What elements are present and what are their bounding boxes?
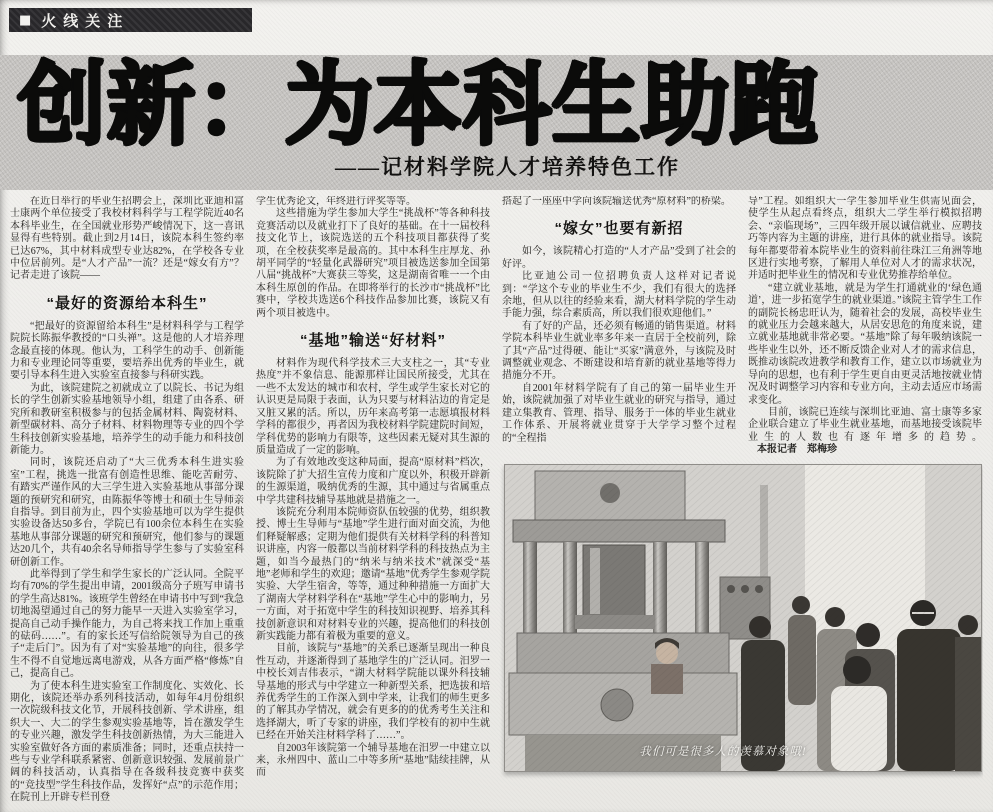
body-paragraph: 目前，该院已连续与深圳比亚迪、富士康等多家企业联合建立了毕业生就业基地，而基地接受该院毕业生的人数也有逐年增多的趋势。本报记者 郑梅珍 — [748, 406, 982, 456]
kicker-square-icon: ■ — [19, 12, 32, 28]
photo-caption: 我们可是很多人的羡慕对象哦! — [639, 745, 807, 758]
body-paragraph: 目前，该院与“基地”的关系已逐渐呈现出一种良性互动，并逐渐得到了基地学生的广泛认同。汨罗一中校长刘吉伟表示，“湖大材料学院能以课外科技辅导基地的形式与中学建立一种新型关系，把选拔和培养优秀学生的工作深入到中学来，让我们的师生更多的了解其办学情况，就会有更多的的优秀考生关注和选择湖大，听了专家的讲座，我们学校有的初中生就已经在开始关注材料学科了……”。 — [256, 643, 490, 742]
body-paragraph: “建立就业基地，就是为学生打通就业的‘绿色通道’，进一步拓宽学生的就业渠道。”该院主管学生工作的副院长杨忠旺认为，随着社会的发展，高校毕业生的就业压力会越来越大，从居安思危的角度来说，建立就业基地就非常必要。“基地”除了每年吸纳该院一些毕业生以外，还不断反馈企业对人才的需求信息，既推动该院改进教学和教育工作，建立以市场就业为导向的思想，也有利于学生更自由更灵活地按就业情况及时调整学习内容和专业方向，主动去适应市场需求变化。 — [748, 282, 982, 406]
body-paragraph: 自2001年材料学院有了自己的第一届毕业生开始，该院就加强了对毕业生就业的研究与指导，通过建立集教育、管理、指导、服务于一体的毕业生就业工作体系、开展将就业贯穿于大学学习整个过程的“全程指 — [502, 382, 736, 444]
body-paragraph: 比亚迪公司一位招聘负责人这样对记者说到：“学这个专业的毕业生不少，我们有很大的选择余地，但从以往的经验来看，湖大材料学院的学生动手能力强，综合素质高，所以我们很欢迎他们。” — [502, 271, 736, 320]
section-heading: “基地”输送“好材料” — [299, 332, 446, 350]
body-paragraph: 在近日举行的毕业生招聘会上，深圳比亚迪和富士康两个单位接受了我校材料科学与工程学院近40名本科毕业生，在全国就业形势严峻情况下，这一喜讯显得有些特别。截止到2月14日，该院本科生签约率已达67%，其中材料成型专业达82%，在学校各专业中位居前列。是“人才产品”一流？还是“嫁女有方”？记者走进了该院—— — [10, 196, 244, 282]
body-paragraph: 此举得到了学生和学生家长的广泛认同。全院平均有70%的学生提出申请，2001级高分子班写申请书的学生高达81%。该班学生曾经在申请书中写到“我急切地渴望通过自己的努力能早一天进入实验室学习，提高自己动手操作能力，为自己将来找工作加上重重的砝码……”。有的家长还写信给院领导为自己的孩子“走后门”。因为有了对“实验基地”的向往，很多学生不得不自觉地远离电游戏，从各方面严格“修炼”自己，提高自己。 — [10, 568, 244, 680]
body-paragraph: 该院充分利用本院师资队伍较强的优势，组织教授、博士生导师与“基地”学生进行面对面交流，为他们释疑解惑；定期为他们提供有关材料学科的科普知识讲座，内容一般都以当前材料学科的科技热点为主题，如当今最热门的“纳米与纳米技术”就深受“基地”老师和学生的欢迎；邀请“基地”优秀学生参观学院实验、大学生宿舍，等等，通过种种措施一方面扩大了湖南大学材料学科在“基地”学生心中的影响力，另一方面，对于拓宽中学生的科技知识视野、培养其科技创新意识和对材料专业的兴趣，提高他们的科技创新实践能力都有着极为重要的意义。 — [256, 506, 490, 642]
body-paragraph: 为此，该院建院之初就成立了以院长、书记为组长的学生创新实验基地领导小组，组建了由各系、研究所和教研室积极参与的包括金属材料、陶瓷材料、新型碳材料、高分子材料、材料物理等专业的四个学生科技创新实验基地，培养学生的动手能力和科技创新能力。 — [10, 382, 244, 456]
section-heading: “嫁女”也要有新招 — [554, 220, 684, 238]
body-paragraph: 为了有效地改变这种局面，提高“原材料”档次，该院除了扩大招生宣传力度和广度以外，积极开辟新的生源渠道，吸纳优秀的生源，其中通过与省属重点中学共建科技辅导基地就是措施之一。 — [256, 457, 490, 506]
article-body — [10, 196, 983, 806]
news-photo — [504, 464, 982, 772]
body-paragraph: 有了好的产品，还必须有畅通的销售渠道。材料学院本科毕业生就业率多年来一直居于全校前列，除了其“产品”过得硬、能让“买家”满意外，与该院及时调整就业观念、不断建设和培育新的就业基地等得力措施分不开。 — [502, 320, 736, 382]
reporter-byline: 本报记者 郑梅珍 — [757, 444, 837, 456]
right-text-columns — [502, 196, 983, 457]
body-paragraph: 自2003年该院第一个辅导基地在汨罗一中建立以来，永州四中、蓝山二中等多所“基地”陆续挂牌，从而 — [256, 742, 490, 779]
kicker-label: 火线关注 — [41, 12, 130, 30]
right-area — [502, 196, 983, 806]
body-paragraph: 如今，该院精心打造的“人才产品”受到了社会的好评。 — [502, 246, 736, 270]
article-subtitle: ——记材料学院人才培养特色工作 — [335, 155, 680, 179]
column-4 — [748, 196, 982, 457]
body-paragraph: 为了使本科生进实验室工作制度化、实效化、长期化，该院还举办系列科技活动，如每年4月份组织一次院级科技文化节，开展科技创新、学术讲座，组织大一、大二的学生参观实验基地等，旨在激发学生的专业兴趣，激发学生科技创新热情，为大三能进入实验室做好各方面的素质准备；同时，还重点扶持一些与专业学科联系紧密、创新意识较强、发展前景广阔的科技活动，认真指导在各级科技竞赛中获奖的“竞技型”学生科技作品，发挥好“点”的示范作用；在院刊上开辟专栏刊登 — [10, 680, 244, 804]
body-paragraph: 学生优秀论文，年终进行评奖等等。 — [256, 196, 416, 207]
body-paragraph: 这些措施为学生参加大学生“挑战杯”等各种科技竞赛活动以及就业打下了良好的基础。在十一届校科技文化节上，该院选送的五个科技项目都获得了奖项，在全校获奖率是最高的。其中本科生庄厚龙、孙胡平同学的“轻量化武器研究”项目被选送参加全国第八届“挑战杯”大赛获三等奖，这是湖南省唯一一个由本科生原创的作品。在即将举行的长沙市“挑战杯”比赛中，学校共选送6个科技作品参加比赛，该院又有两个项目被选中。 — [256, 208, 490, 319]
body-paragraph: 搭起了一座座中学向该院输送优秀“原材料”的桥梁。 — [502, 196, 731, 207]
body-paragraph: 同时，该院还启动了“大三优秀本科生进实验室”工程，挑选一批富有创造性思维、能吃苦耐劳、有踏实严谨作风的大三学生进入实验基地从事部分课题的预研究和研究，由陈振华等博士和硕士生导师亲自指导。到目前为止，四个实验基地可以为学生提供实验设备达50多台，学院已有100余位本科生在实验基地从事部分课题的研究和预研究，他们参与的课题达20几个，共有40余名导师指导学生参与了实验室科研创新工作。 — [10, 457, 244, 568]
column-2 — [256, 196, 490, 806]
headline-band — [0, 55, 993, 190]
body-paragraph: 导”工程。如组织大一学生参加毕业生供需见面会，使学生从起点看终点，组织大二学生举行模拟招聘会、“亲临现场”，三四年级开展以诚信就业、应聘技巧等内容为主题的讲座，进行具体的就业指导。该院每年都要带着本院毕业生的资料前往珠江三角洲等地区进行实地考察，了解用人单位对人才的需求状况，并适时把毕业生的情况和专业优势推荐给单位。 — [748, 196, 982, 282]
lab-press-photo-illustration — [505, 465, 981, 771]
section-kicker-bar — [9, 8, 252, 32]
column-1 — [10, 196, 244, 806]
section-heading: “最好的资源给本科生” — [46, 294, 208, 312]
body-paragraph: “把最好的资源留给本科生”是材料科学与工程学院院长陈振华教授的“口头禅”。这是他的人才培养理念最直接的体现。他认为，工科学生的动手、创新能力和专业理论同等重要，要培养出优秀的毕业生，就要引导本科生进入实验室直接参与科研实践。 — [10, 320, 244, 382]
main-headline: 创新：为本科生助跑 — [18, 55, 820, 158]
body-paragraph: 材料作为现代科学技术三大支柱之一，其“专业热度”并不象信息、能源那样让国民所接受，尤其在一些不太发达的城市和农村，学生或学生家长对它的认识更是局限于表面，认为只要与材料沾边的肯定是又脏又累的活。所以，历年来高考第一志愿填报材料学科的都很少，再者因为我校材料学院建院时间短，学科优势的影响力有限等，这些因素无疑对其生源的质量造成了一定的影响。 — [256, 358, 490, 456]
column-3 — [502, 196, 736, 457]
